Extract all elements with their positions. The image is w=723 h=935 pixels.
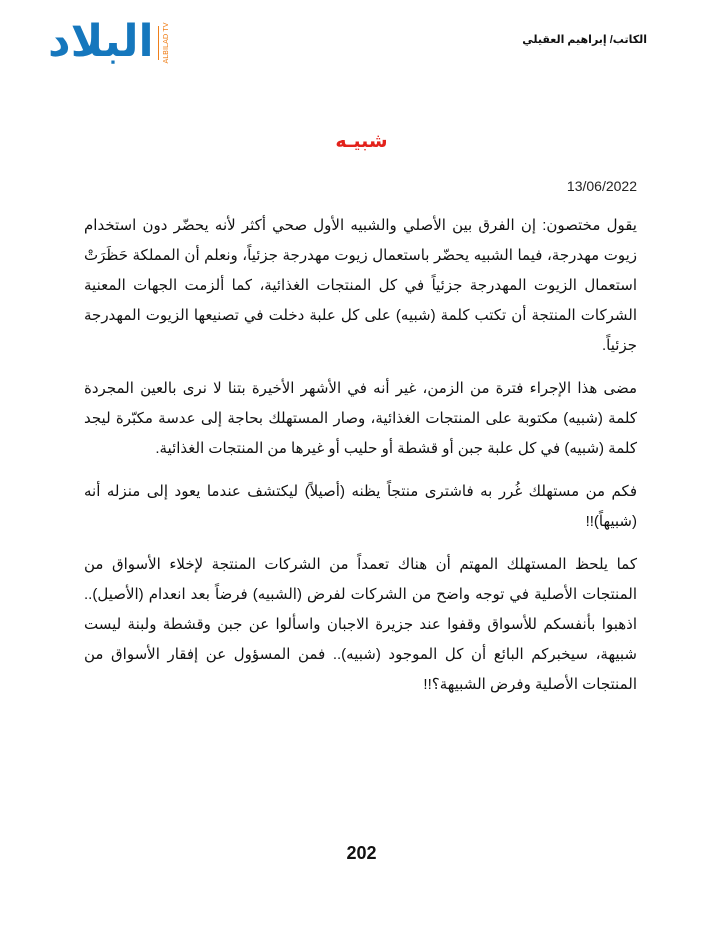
logo-tag-text: ALBILAD TV — [161, 22, 170, 64]
logo-wordmark — [48, 16, 154, 67]
paragraph: كما يلحظ المستهلك المهتم أن هناك تعمداً من الشركات المنتجة لإخلاء الأسواق من المنتجات الأصلية في توجه واضح من الشركات لفرض (الشبيه) فرضاً بعد انعدام (الأصيل).. اذهبوا بأنفسكم للأسواق وقفوا عند جزيرة الاجبان واسألوا عن جبن وقشطة ولبنة ليست شبيهة، سيخبركم البائع أن كل الموجود (شبيه).. فمن المسؤول عن إفقار الأسواق من المنتجات الأصلية وفرض الشبيهة؟!! — [84, 556, 637, 693]
albilad-logo — [48, 16, 173, 68]
author-name: الكاتب/ إبراهيم العقيلي — [522, 34, 647, 46]
logo-tag — [158, 22, 173, 64]
paragraph: يقول مختصون: إن الفرق بين الأصلي والشبيه الأول صحي أكثر لأنه يحضّر دون استخدام زيوت مهدرجة، فيما الشبيه يحضّر باستعمال زيوت مهدرجة جزئياً، ونعلم أن المملكة حَظَرَتْ استعمال الزيوت المهدرجة جزئياً في كل المنتجات الغذائية، كما ألزمت الجهات المعنية الشركات المنتجة أن تكتب كلمة (شبيه) على كل علبة دخلت في تصنيعها الزيوت المهدرجة جزئياً. — [84, 217, 637, 354]
paragraph: فكم من مستهلك غُرر به فاشترى منتجاً يظنه (أصيلاً) ليكتشف عندما يعود إلى منزله أنه (شبيهاً)!! — [84, 483, 637, 530]
page-number: 202 — [346, 843, 377, 863]
article-title: شبيـه — [335, 131, 388, 152]
article-date: 13/06/2022 — [566, 178, 637, 194]
paragraph: مضى هذا الإجراء فترة من الزمن، غير أنه في الأشهر الأخيرة بتنا لا نرى بالعين المجردة كلمة (شبيه) مكتوبة على المنتجات الغذائية، وصار المستهلك بحاجة إلى عدسة مكبّرة ليجد كلمة (شبيه) في كل علبة جبن أو قشطة أو حليب أو غيرها من المنتجات الغذائية. — [84, 380, 637, 457]
logo-text: البلاد — [48, 16, 154, 67]
article-body — [84, 211, 637, 713]
